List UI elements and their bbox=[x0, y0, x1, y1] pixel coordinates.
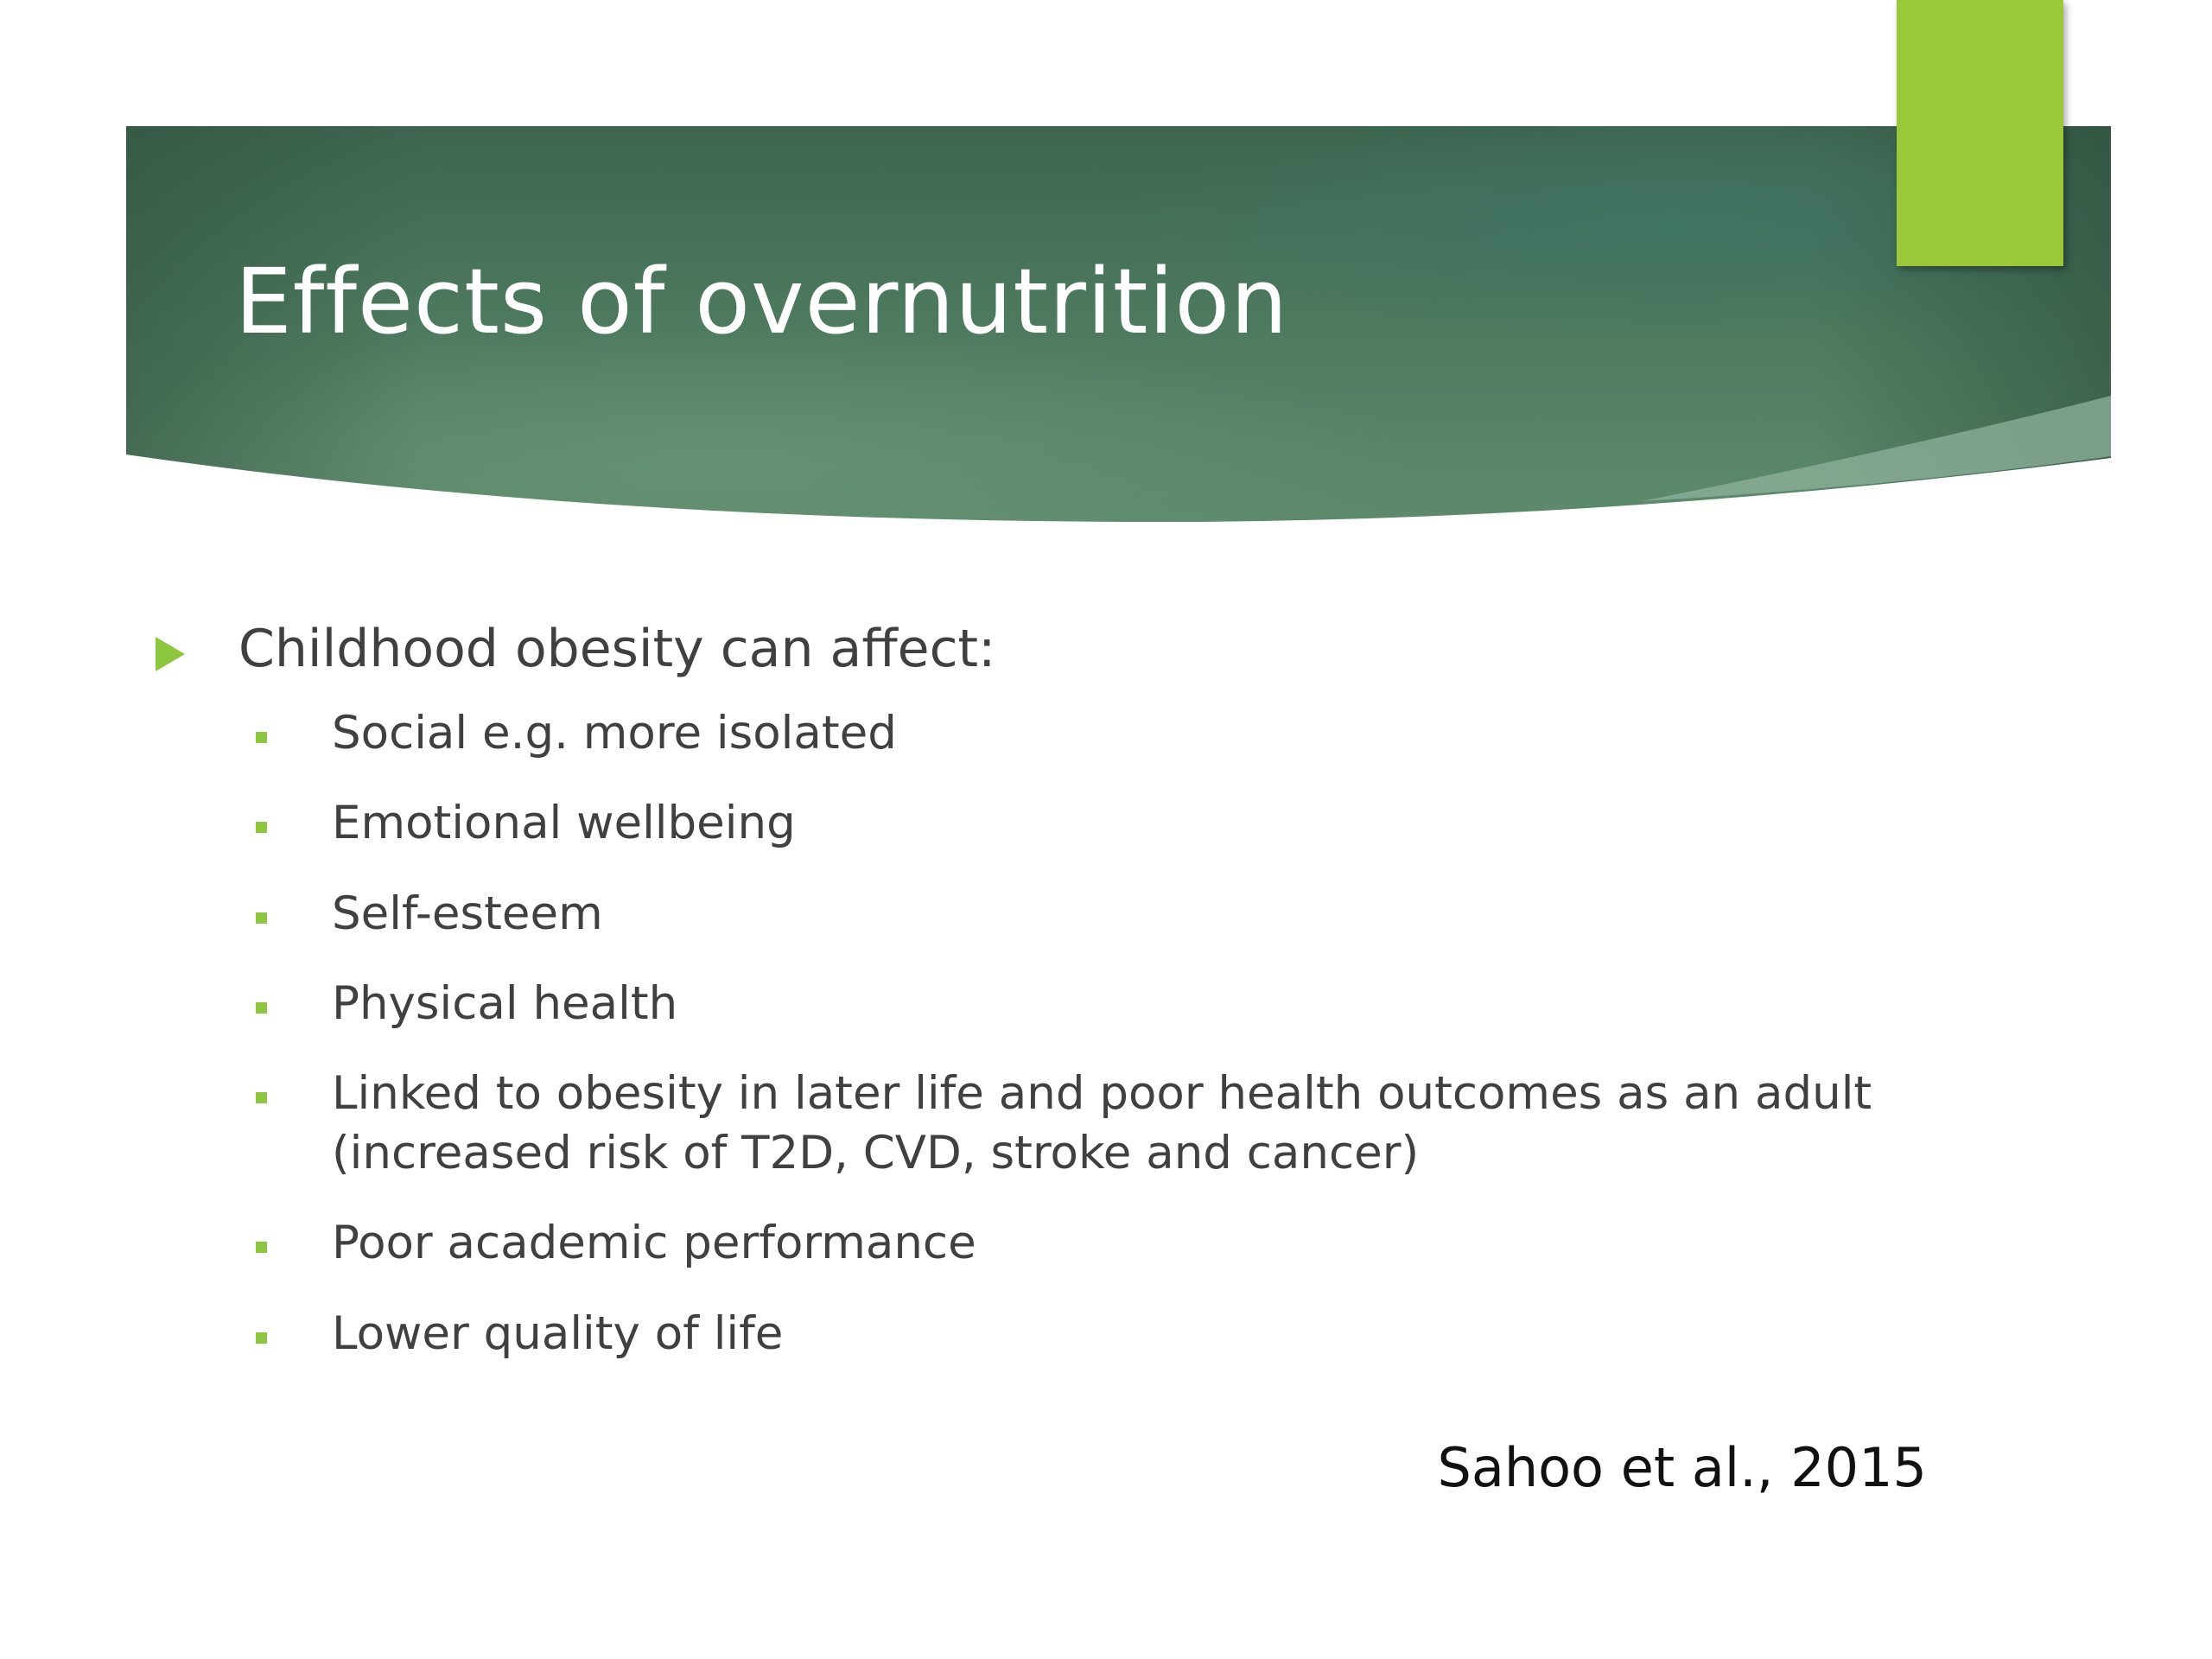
sub-bullet-text: Social e.g. more isolated bbox=[332, 707, 897, 760]
bullet-text: Childhood obesity can affect: bbox=[238, 619, 996, 679]
square-bullet-icon bbox=[256, 822, 267, 833]
sub-bullet-item bbox=[256, 1214, 2022, 1273]
triangle-bullet-icon bbox=[156, 637, 185, 671]
bullet-level-1 bbox=[156, 618, 2022, 680]
square-bullet-icon bbox=[256, 912, 267, 924]
sub-bullet-text: Emotional wellbeing bbox=[332, 797, 796, 850]
slide-body bbox=[156, 618, 2022, 1395]
square-bullet-icon bbox=[256, 1092, 267, 1103]
square-bullet-icon bbox=[256, 1242, 267, 1253]
sub-bullet-text: Lower quality of life bbox=[332, 1306, 784, 1360]
sub-bullet-item bbox=[256, 1305, 2022, 1363]
square-bullet-icon bbox=[256, 732, 267, 743]
sub-bullet-text: Physical health bbox=[332, 977, 678, 1031]
sub-bullet-item bbox=[256, 885, 2022, 944]
sub-bullet-item bbox=[256, 975, 2022, 1033]
square-bullet-icon bbox=[256, 1332, 267, 1344]
sub-bullet-text: Poor academic performance bbox=[332, 1217, 976, 1270]
citation: Sahoo et al., 2015 bbox=[1437, 1436, 1927, 1499]
square-bullet-icon bbox=[256, 1002, 267, 1014]
sub-bullet-item bbox=[256, 704, 2022, 763]
sub-bullet-text: Linked to obesity in later life and poor health outcomes as an adult (increased risk of T2D, CVD, stroke and cancer) bbox=[332, 1067, 1872, 1179]
accent-tab bbox=[1897, 0, 2063, 266]
sub-bullet-text: Self-esteem bbox=[332, 887, 603, 940]
sub-bullet-item bbox=[256, 1065, 2022, 1183]
slide-title: Effects of overnutrition bbox=[235, 249, 1288, 354]
sub-bullet-item bbox=[256, 794, 2022, 853]
sub-bullet-list bbox=[156, 704, 2022, 1363]
